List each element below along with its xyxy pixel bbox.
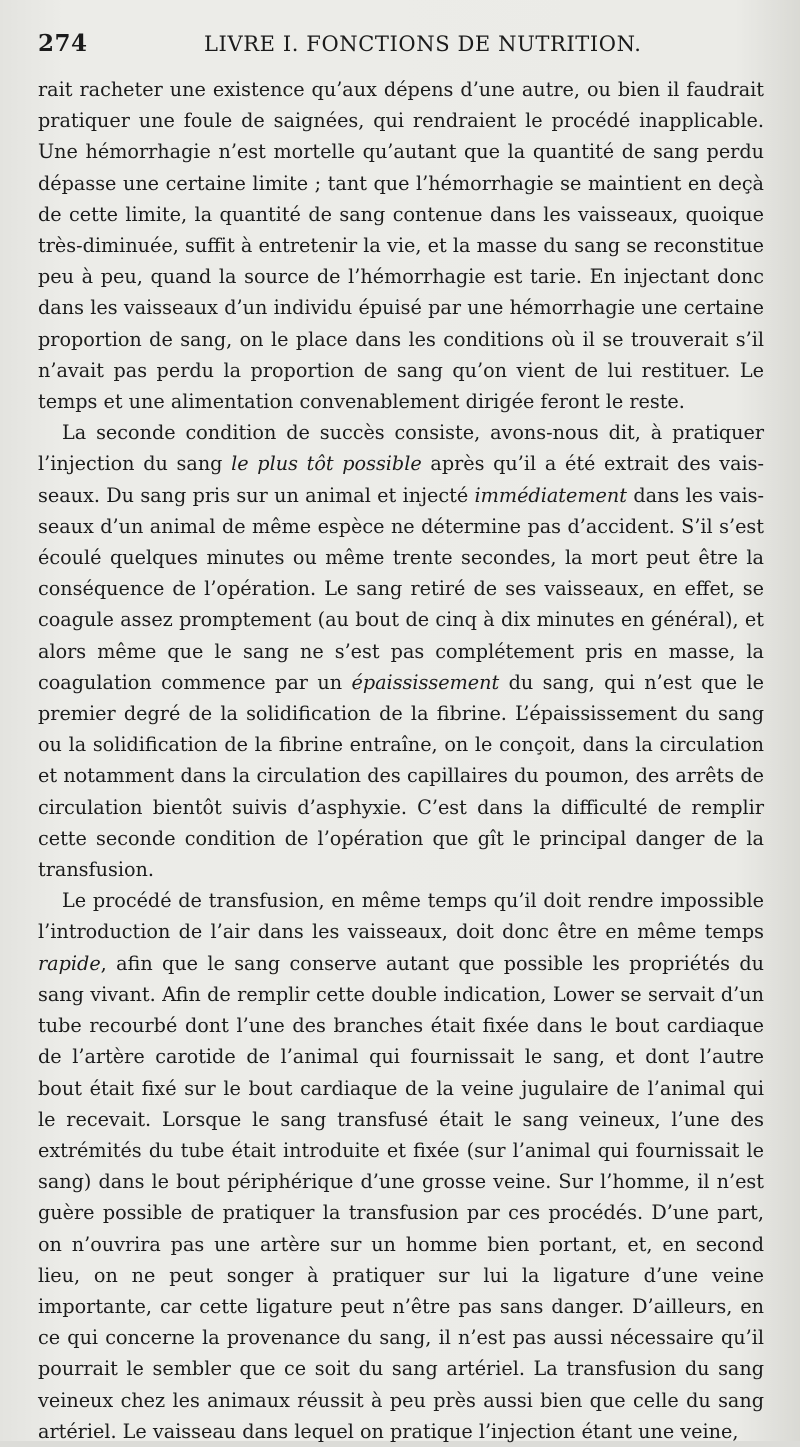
paragraph-2 [38,417,764,885]
italic-segment: épaississement [351,670,500,694]
page-number: 274 [38,30,88,57]
text-segment: dans les vaisseaux d’un animal de même espèce ne détermine pas d’accident. S’il s’est écoulé quelques minutes ou même trente secondes, la mort peut être la conséquence de l’opération. Le sang retiré de ses vaisseaux, en effet, se coagule assez promptement (au bout de cinq à dix minutes en général), et alors même que le sang ne s’est pas complétement pris en masse, la coagulation commence par un [38,483,765,694]
page-header [38,30,764,66]
text-segment: La seconde condition de succès consiste, avons-nous dit, à pratiquer l’injection du sang [38,421,764,476]
italic-segment: le plus tôt possible [231,452,422,476]
paragraph-1 [38,74,764,417]
text-segment: rait racheter une existence qu’aux dépens d’une autre, ou bien il faudrait pratiquer une foule de saignées, qui rendraient le procédé inapplicable. Une hémorrhagie n’est mortelle qu’autant que la quantité de sang perdu dépasse une certaine limite ; tant que l’hémorrhagie se maintient en deçà de cette limite, la quantité de sang contenue dans les vaisseaux, quoique très-diminuée, suffit à entretenir la vie, et la masse du sang se reconstitue peu à peu, quand la source de l’hémorrhagie est tarie. En injectant donc dans les vaisseaux d’un individu épuisé par une hémorrhagie une certaine proportion de sang, on le place dans les conditions où il se trouverait s’il n’avait pas perdu la proportion de sang qu’on vient de lui restituer. Le temps et une alimentation convenablement dirigée feront le reste. [38,78,764,414]
running-head: LIVRE I. FONCTIONS DE NUTRITION. [204,32,642,56]
italic-segment: immédiatement [474,483,627,507]
text-segment: , afin que le sang conserve autant que possible les propriétés du sang vivant. Afin de remplir cette double indication, Lower se servait d’un tube recourbé dont l’une des branches était fixée dans le bout cardiaque de l’artère carotide de l’animal qui fournissait le sang, et dont l’autre bout était fixé sur le bout cardiaque de la veine jugulaire de l’animal qui le recevait. Lorsque le sang transfusé était le sang veineux, l’une des extrémités du tube était introduite et fixée (sur l’animal qui fournissait le sang) dans le bout périphérique d’une grosse veine. Sur l’homme, il n’est guère possible de pratiquer la transfusion par ces procédés. D’une part, on n’ouvrira pas une artère sur un homme bien portant, et, en second lieu, on ne peut songer à pratiquer sur lui la ligature d’une veine importante, car cette ligature peut n’être pas sans danger. D’ailleurs, en ce qui concerne la provenance du sang, il n’est pas aussi nécessaire qu’il pourrait le sembler que ce soit du sang artériel. La transfusion du sang veineux chez les animaux réussit à peu près aussi bien que celle du sang artériel. Le vaisseau dans lequel on pratique l’injection étant une veine, [38,951,764,1443]
text-segment: après qu’il a été extrait des vaisseaux. Du sang pris sur un animal et injecté [38,452,764,507]
paragraph-3 [38,885,764,1447]
text-segment: Le procédé de transfusion, en même temps qu’il doit rendre impossible l’introduction de l’air dans les vaisseaux, doit donc être en même temps [38,889,764,944]
text-segment: du sang, qui n’est que le premier degré de la solidification de la fibrine. L’épaississement du sang ou la solidification de la fibrine entraîne, on le conçoit, dans la circulation et notamment dans la circulation des capillaires du poumon, des arrêts de circulation bientôt suivis d’asphyxie. C’est dans la difficulté de remplir cette seconde condition de l’opération que gît le principal danger de la transfusion. [38,670,764,882]
italic-segment: rapide [38,951,101,975]
body-text [38,74,764,1447]
